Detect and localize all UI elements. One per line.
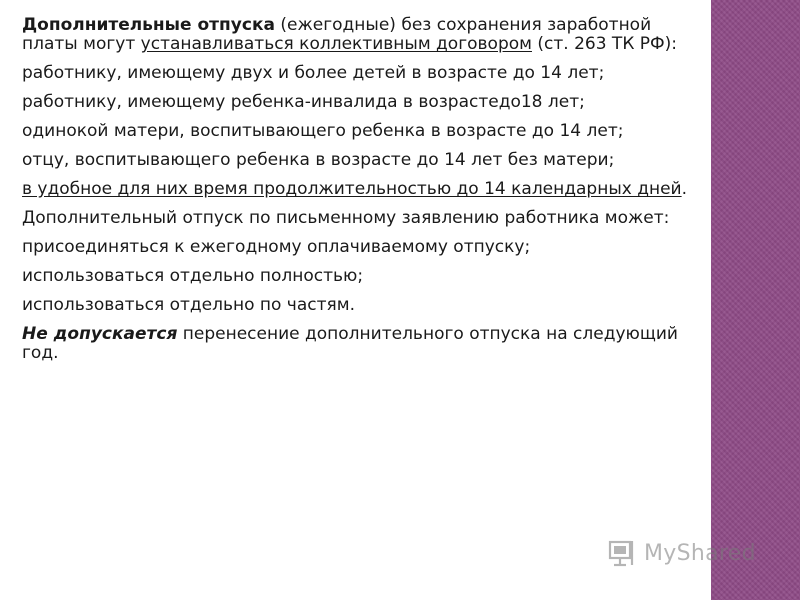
paragraph-item-single-father: отцу, воспитывающего ребенка в возрасте до 14 лет без матери; — [22, 150, 615, 170]
decorative-side-band — [711, 0, 800, 600]
paragraph-item-single-mother: одинокой матери, воспитывающего ребенка в возрасте до 14 лет; — [22, 121, 624, 141]
intro-text-2: (ст. 263 ТК РФ): — [531, 34, 678, 54]
paragraph-option-parts: использоваться отдельно по частям. — [22, 295, 355, 315]
paragraph-intro — [22, 16, 702, 54]
intro-text-1: (ежегодные) без сохранения заработной платы могут — [22, 15, 652, 54]
paragraph-option-full: использоваться отдельно полностью; — [22, 266, 364, 286]
paragraph-duration — [22, 180, 702, 199]
intro-underlined: устанавливаться коллективным договором — [140, 34, 532, 54]
not-allowed-text: перенесение дополнительного отпуска на следующий год. — [22, 324, 678, 363]
duration-underlined: в удобное для них время продолжительностью до 14 календарных дней — [22, 179, 682, 199]
paragraph-not-allowed — [22, 325, 702, 363]
intro-bold-term: Дополнительные отпуска — [22, 15, 275, 35]
duration-tail: . — [681, 179, 688, 199]
paragraph-option-attach: присоединяться к ежегодному оплачиваемому отпуску; — [22, 237, 531, 257]
not-allowed-emphasis: Не допускается — [22, 324, 178, 344]
slide-body — [22, 16, 702, 373]
watermark-text: MyShared — [644, 540, 756, 566]
paragraph-additional-leave: Дополнительный отпуск по письменному заявлению работника может: — [22, 208, 670, 228]
presentation-board-icon — [608, 539, 638, 567]
watermark — [608, 538, 756, 568]
paragraph-item-disabled-child: работнику, имеющему ребенка-инвалида в возрастедо18 лет; — [22, 92, 585, 112]
paragraph-item-two-children: работнику, имеющему двух и более детей в возрасте до 14 лет; — [22, 63, 605, 83]
